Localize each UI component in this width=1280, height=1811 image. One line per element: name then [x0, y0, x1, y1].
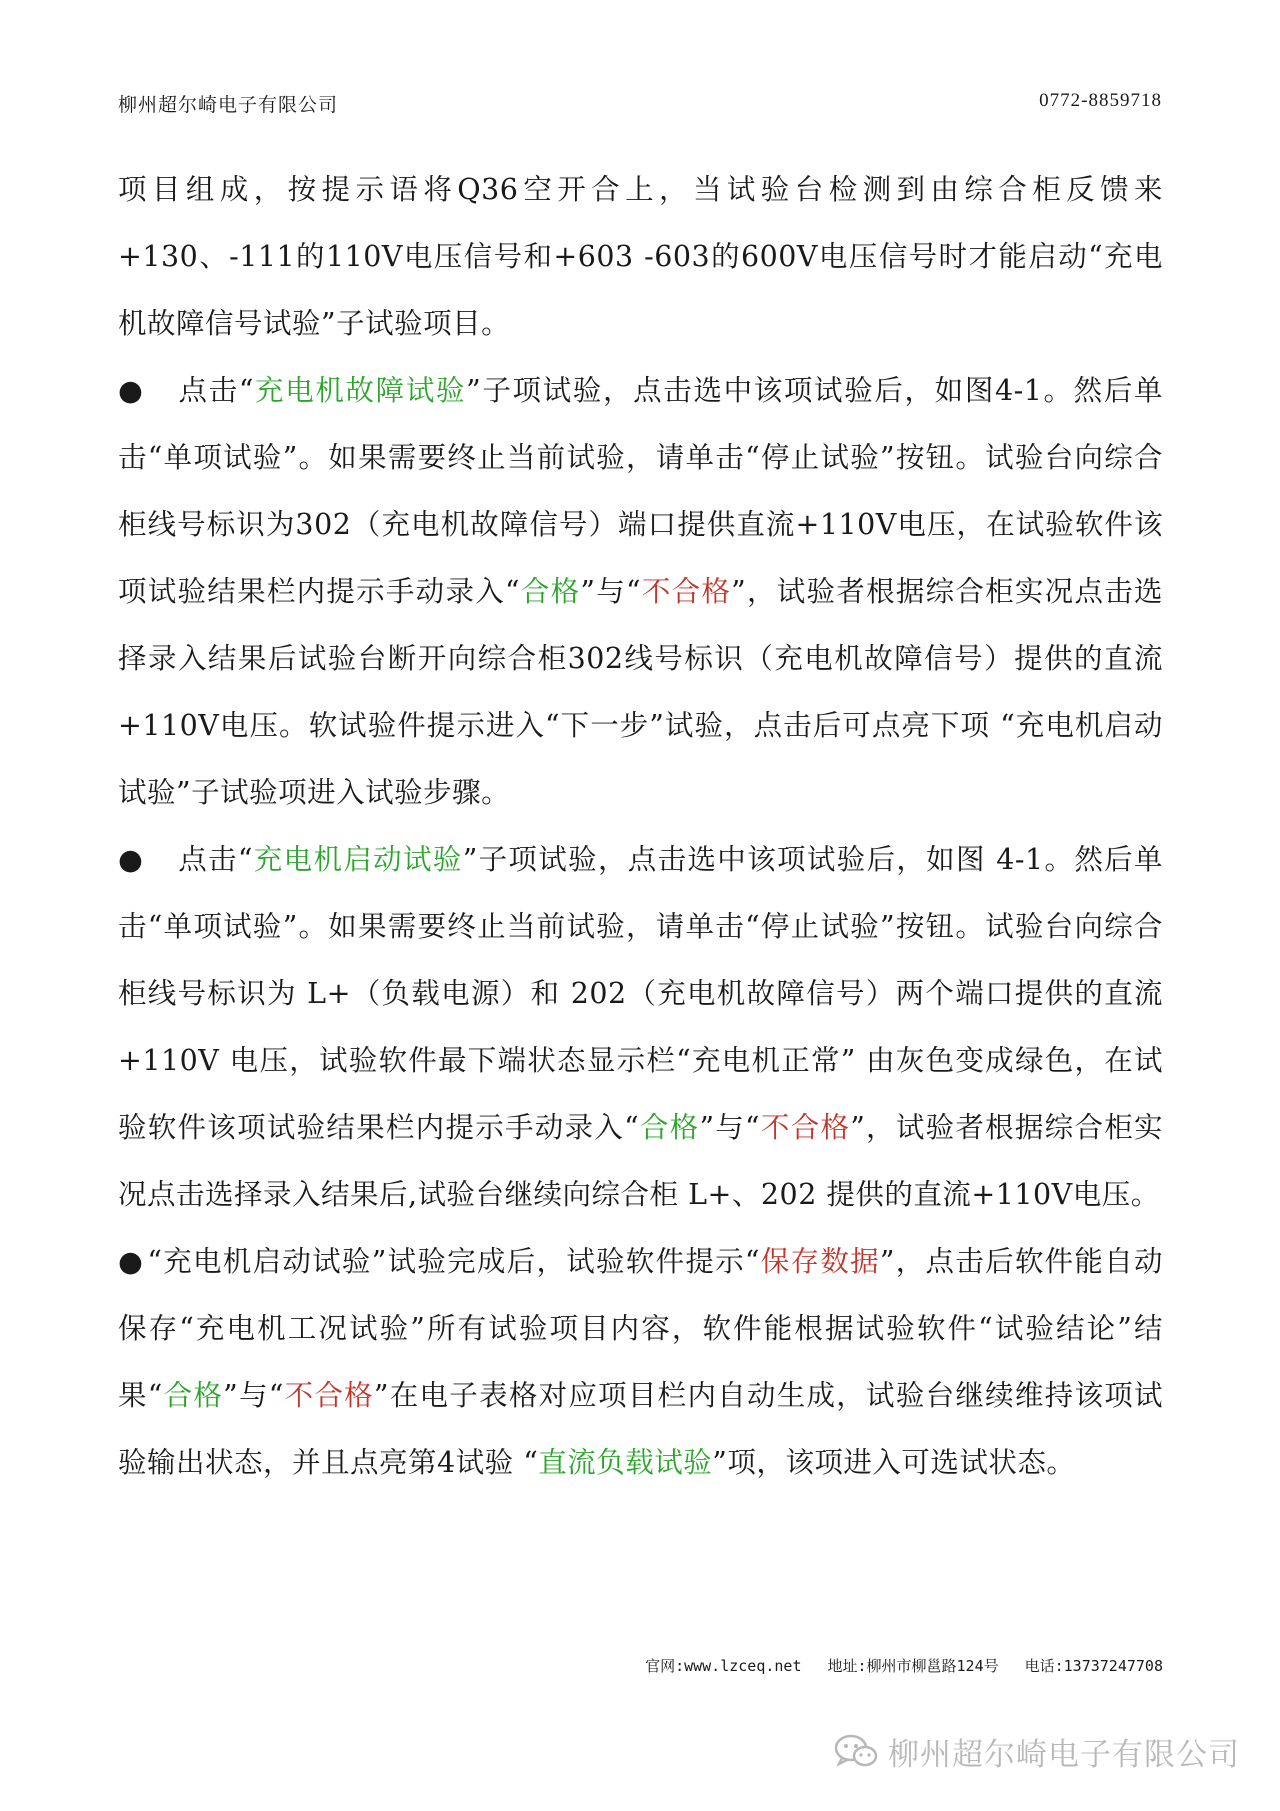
text-run: ”与“ — [223, 1379, 284, 1412]
text-run: ”与“ — [580, 575, 642, 608]
footer-tel: 电话:13737247708 — [1024, 1657, 1163, 1675]
highlight-pass: 合格 — [520, 575, 581, 608]
bullet-icon: ● — [118, 1245, 144, 1278]
text-run: ”，试验者根据综合柜实况点击选择录入结果后,试验台继续向综合柜 L+、202 提供的直流+110V电压。 — [118, 1111, 1163, 1211]
text-run: 点击“ — [177, 843, 253, 876]
text-run: ”，点击后软件能自动保存“充电机工况试验”所有试验项目内容，软件能根据试验软件“试验结论”结果“ — [118, 1245, 1163, 1412]
bullet-paragraph-fault-test — [118, 357, 1163, 826]
highlight-fault-test: 充电机故障试验 — [253, 374, 467, 407]
highlight-fail: 不合格 — [641, 575, 732, 608]
page-header — [118, 90, 1162, 122]
header-phone: 0772-8859718 — [1039, 90, 1162, 111]
wechat-watermark — [834, 1726, 1240, 1776]
highlight-fail: 不合格 — [760, 1111, 851, 1144]
text-run: ”项，该项进入可选试状态。 — [712, 1446, 1076, 1479]
bullet-paragraph-save-data — [118, 1228, 1163, 1496]
bullet-icon: ● — [118, 843, 144, 876]
text-run: ”子项试验，点击选中该项试验后，如图 4-1。然后单击“单项试验”。如果需要终止当前试验，请单击“停止试验”按钮。试验台向综合柜线号标识为 L+（负载电源）和 202（充电机故障信号）两个端口提供的直流+110V 电压，试验软件最下端状态显示栏“充电机正常” 由灰色变成绿色，在试验软件该项试验结果栏内提示手动录入“ — [118, 843, 1163, 1144]
highlight-pass: 合格 — [162, 1379, 224, 1412]
page-footer — [619, 1655, 1163, 1676]
highlight-dc-load-test: 直流负载试验 — [538, 1446, 713, 1479]
wechat-icon — [834, 1733, 878, 1769]
watermark-text: 柳州超尔崎电子有限公司 — [888, 1736, 1240, 1773]
highlight-save-data: 保存数据 — [759, 1245, 880, 1278]
text-run: ”与“ — [699, 1111, 761, 1144]
highlight-fail: 不合格 — [283, 1379, 374, 1412]
header-company-name: 柳州超尔崎电子有限公司 — [118, 94, 339, 116]
text-run: ”，试验者根据综合柜实况点击选择录入结果后试验台断开向综合柜302线号标识（充电机故障信号）提供的直流+110V电压。软试验件提示进入“下一步”试验，点击后可点亮下项 “充电机启动试验”子试验项进入试验步骤。 — [118, 575, 1163, 809]
footer-address: 地址:柳州市柳邕路124号 — [827, 1657, 999, 1675]
bullet-paragraph-start-test — [118, 826, 1163, 1228]
bullet-icon: ● — [118, 374, 144, 407]
text-run: ”子项试验，点击选中该项试验后，如图4-1。然后单击“单项试验”。如果需要终止当前试验，请单击“停止试验”按钮。试验台向综合柜线号标识为302（充电机故障信号）端口提供直流+110V电压，在试验软件该项试验结果栏内提示手动录入“ — [118, 374, 1163, 608]
highlight-start-test: 充电机启动试验 — [252, 843, 463, 876]
highlight-pass: 合格 — [639, 1111, 700, 1144]
text-run: “充电机启动试验”试验完成后，试验软件提示“ — [147, 1245, 760, 1278]
document-body — [118, 156, 1163, 1496]
text-run: 点击“ — [177, 374, 254, 407]
paragraph-intro: 项目组成，按提示语将Q36空开合上，当试验台检测到由综合柜反馈来+130、-111的110V电压信号和+603 -603的600V电压信号时才能启动“充电机故障信号试验”子试验项目。 — [118, 173, 1163, 340]
text-run: ”在电子表格对应项目栏内自动生成，试验台继续维持该项试验输出状态，并且点亮第4试验 “ — [118, 1379, 1163, 1479]
footer-website: 官网:www.lzceq.net — [645, 1657, 802, 1675]
